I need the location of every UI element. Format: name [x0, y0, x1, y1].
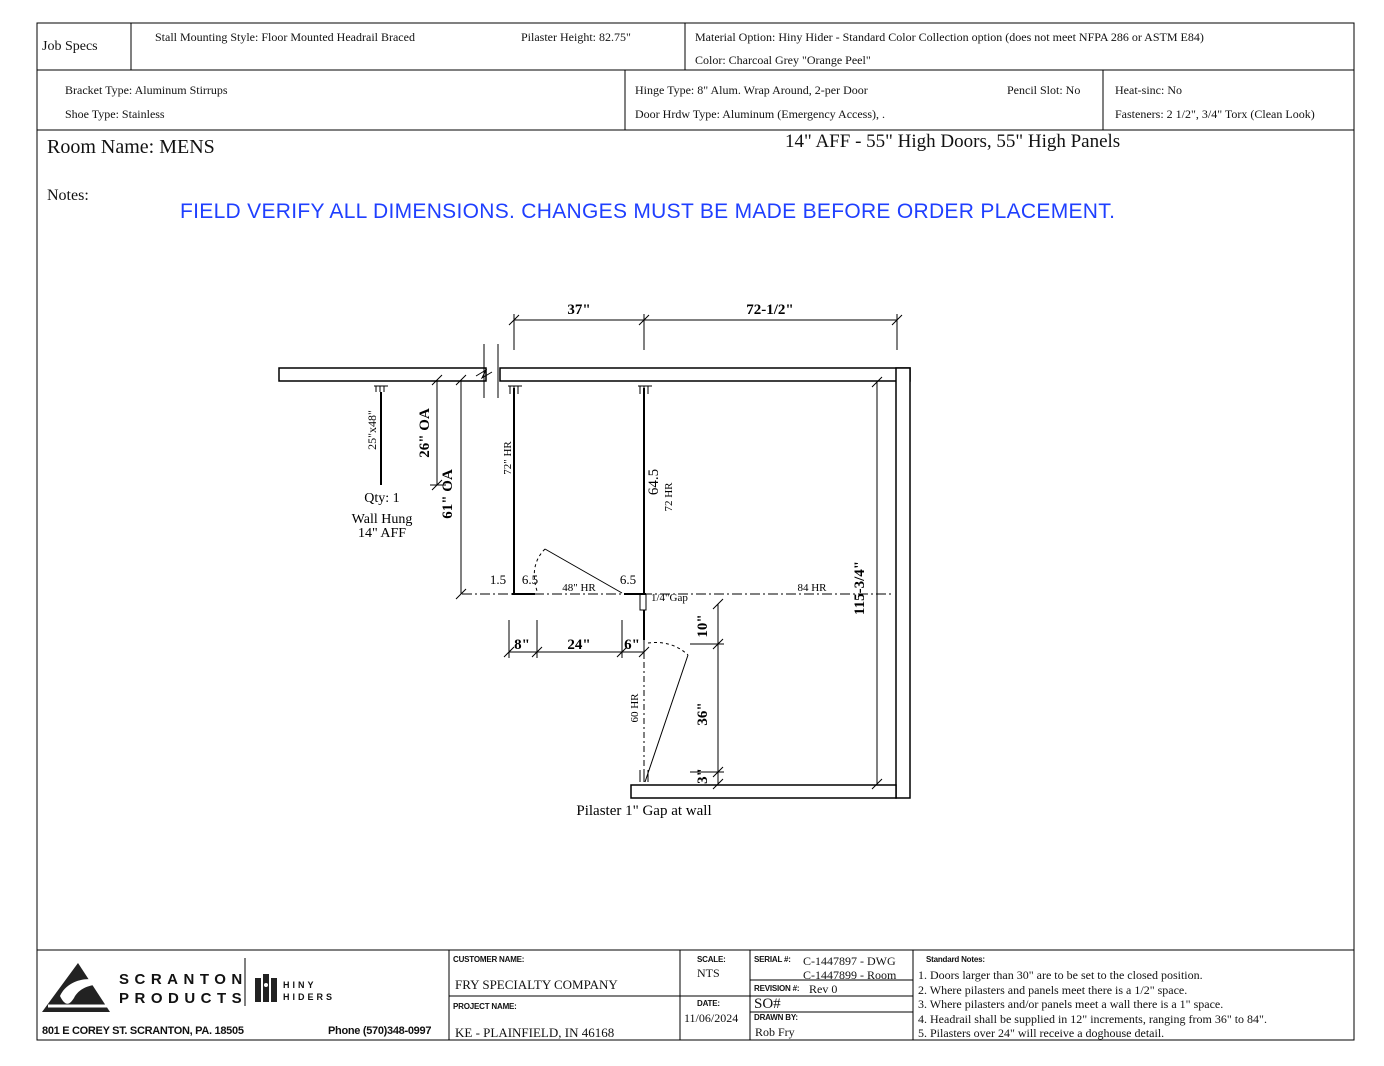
- company-name-line-1: SCRANTON: [119, 971, 248, 988]
- dim-6-label: 6": [624, 637, 640, 653]
- bracket-type-field: Bracket Type: Aluminum Stirrups: [65, 83, 228, 97]
- pilaster-height-field: Pilaster Height: 82.75": [521, 30, 631, 44]
- pilaster-gap-label: Pilaster 1" Gap at wall: [576, 803, 712, 819]
- standard-note: 1. Doors larger than 30" are to be set to the closed position.: [918, 968, 1203, 982]
- stall-mounting-field: Stall Mounting Style: Floor Mounted Headrail Braced: [155, 30, 415, 44]
- serial-label: SERIAL #:: [754, 955, 791, 964]
- material-option-field: Material Option: Hiny Hider - Standard Color Collection option (does not meet NFPA 286 or ASTM E84): [695, 30, 1204, 44]
- company-phone: Phone (570)348-0997: [328, 1025, 432, 1037]
- revision-label: REVISION #:: [754, 984, 800, 993]
- dim-115-label: 115-3/4": [852, 560, 868, 616]
- date-value: 11/06/2024: [684, 1011, 739, 1025]
- customer-name: FRY SPECIALTY COMPANY: [455, 977, 618, 992]
- notes-label: Notes:: [47, 187, 89, 204]
- customer-name-label: CUSTOMER NAME:: [453, 955, 525, 964]
- scale-label: SCALE:: [697, 955, 726, 964]
- drawn-by-label: DRAWN BY:: [754, 1013, 798, 1022]
- heat-sinc-field: Heat-sinc: No: [1115, 83, 1182, 97]
- dimension-lines: [430, 314, 902, 789]
- room-name: Room Name: MENS: [47, 136, 215, 158]
- standard-note: 2. Where pilasters and panels meet there is a 1/2" space.: [918, 982, 1188, 997]
- so-number-label: SO#: [754, 996, 781, 1012]
- project-name-label: PROJECT NAME:: [453, 1002, 517, 1011]
- revision-value: Rev 0: [809, 982, 838, 996]
- wall-hung-label: Wall Hung: [351, 512, 413, 527]
- hr-72-left-label: 72" HR: [502, 441, 514, 475]
- standard-notes-label: Standard Notes:: [926, 955, 985, 964]
- hiny-hiders-logo: [255, 974, 277, 1002]
- hr-72-mid-label: 72 HR: [663, 482, 675, 512]
- urinal-screen-size-label: 25"x48": [365, 410, 379, 450]
- dim-1-5-label: 1.5: [489, 572, 507, 587]
- dim-6-5-b-label: 6.5: [619, 572, 637, 587]
- dim-37-label: 37": [567, 302, 591, 318]
- scale-value: NTS: [697, 966, 720, 980]
- doors-panels-heading: 14" AFF - 55" High Doors, 55" High Panels: [785, 131, 1121, 152]
- dim-10-label: 10": [695, 614, 711, 638]
- drawn-by-value: Rob Fry: [755, 1025, 795, 1039]
- company-address: 801 E COREY ST. SCRANTON, PA. 18505: [42, 1025, 244, 1037]
- dim-26-oa-label: 26" OA: [417, 408, 433, 458]
- dim-3-label: 3": [695, 768, 711, 784]
- hr-84-label: 84 HR: [797, 582, 827, 594]
- dim-72-5-label: 72-1/2": [746, 302, 794, 318]
- qty-label: Qty: 1: [364, 491, 400, 506]
- brand-line-2: HIDERS: [283, 992, 336, 1002]
- field-verify-notice: FIELD VERIFY ALL DIMENSIONS. CHANGES MUST BE MADE BEFORE ORDER PLACEMENT.: [180, 200, 1116, 223]
- fasteners-field: Fasteners: 2 1/2", 3/4" Torx (Clean Look): [1115, 107, 1315, 121]
- serial-1: C-1447897 - DWG: [803, 954, 896, 968]
- shoe-type-field: Shoe Type: Stainless: [65, 107, 165, 121]
- aff-label: 14" AFF: [357, 526, 407, 541]
- color-field: Color: Charcoal Grey "Orange Peel": [695, 53, 871, 67]
- gap-quarter-label: 1/4"Gap: [651, 592, 688, 604]
- dim-64-5-label: 64.5: [646, 468, 662, 496]
- brand-line-1: HINY: [283, 980, 317, 990]
- project-name: KE - PLAINFIELD, IN 46168: [455, 1025, 615, 1040]
- date-label: DATE:: [697, 999, 720, 1008]
- hinge-type-field: Hinge Type: 8" Alum. Wrap Around, 2-per Door: [635, 83, 868, 97]
- dim-36-label: 36": [695, 702, 711, 726]
- drawing-frame: [37, 130, 1354, 950]
- hr-60-label: 60 HR: [629, 693, 641, 723]
- hr-48-label: 48" HR: [562, 582, 596, 594]
- dim-24-label: 24": [567, 637, 591, 653]
- serial-2: C-1447899 - Room: [803, 968, 897, 982]
- dim-8-label: 8": [514, 637, 530, 653]
- pencil-slot-field: Pencil Slot: No: [1007, 83, 1081, 97]
- standard-note: 3. Where pilasters and/or panels meet a wall there is a 1" space.: [918, 997, 1224, 1011]
- standard-note: 5. Pilasters over 24" will receive a doghouse detail.: [918, 1026, 1165, 1040]
- dim-61-oa-label: 61" OA: [440, 469, 456, 519]
- dim-6-5-a-label: 6.5: [521, 572, 539, 587]
- door-hardware-field: Door Hrdw Type: Aluminum (Emergency Access), .: [635, 107, 886, 121]
- company-name-line-2: PRODUCTS: [119, 990, 248, 1007]
- job-specs-label: Job Specs: [42, 39, 98, 54]
- standard-note: 4. Headrail shall be supplied in 12" increments, ranging from 36" to 84".: [918, 1011, 1267, 1026]
- standard-notes-list: [918, 968, 1267, 1041]
